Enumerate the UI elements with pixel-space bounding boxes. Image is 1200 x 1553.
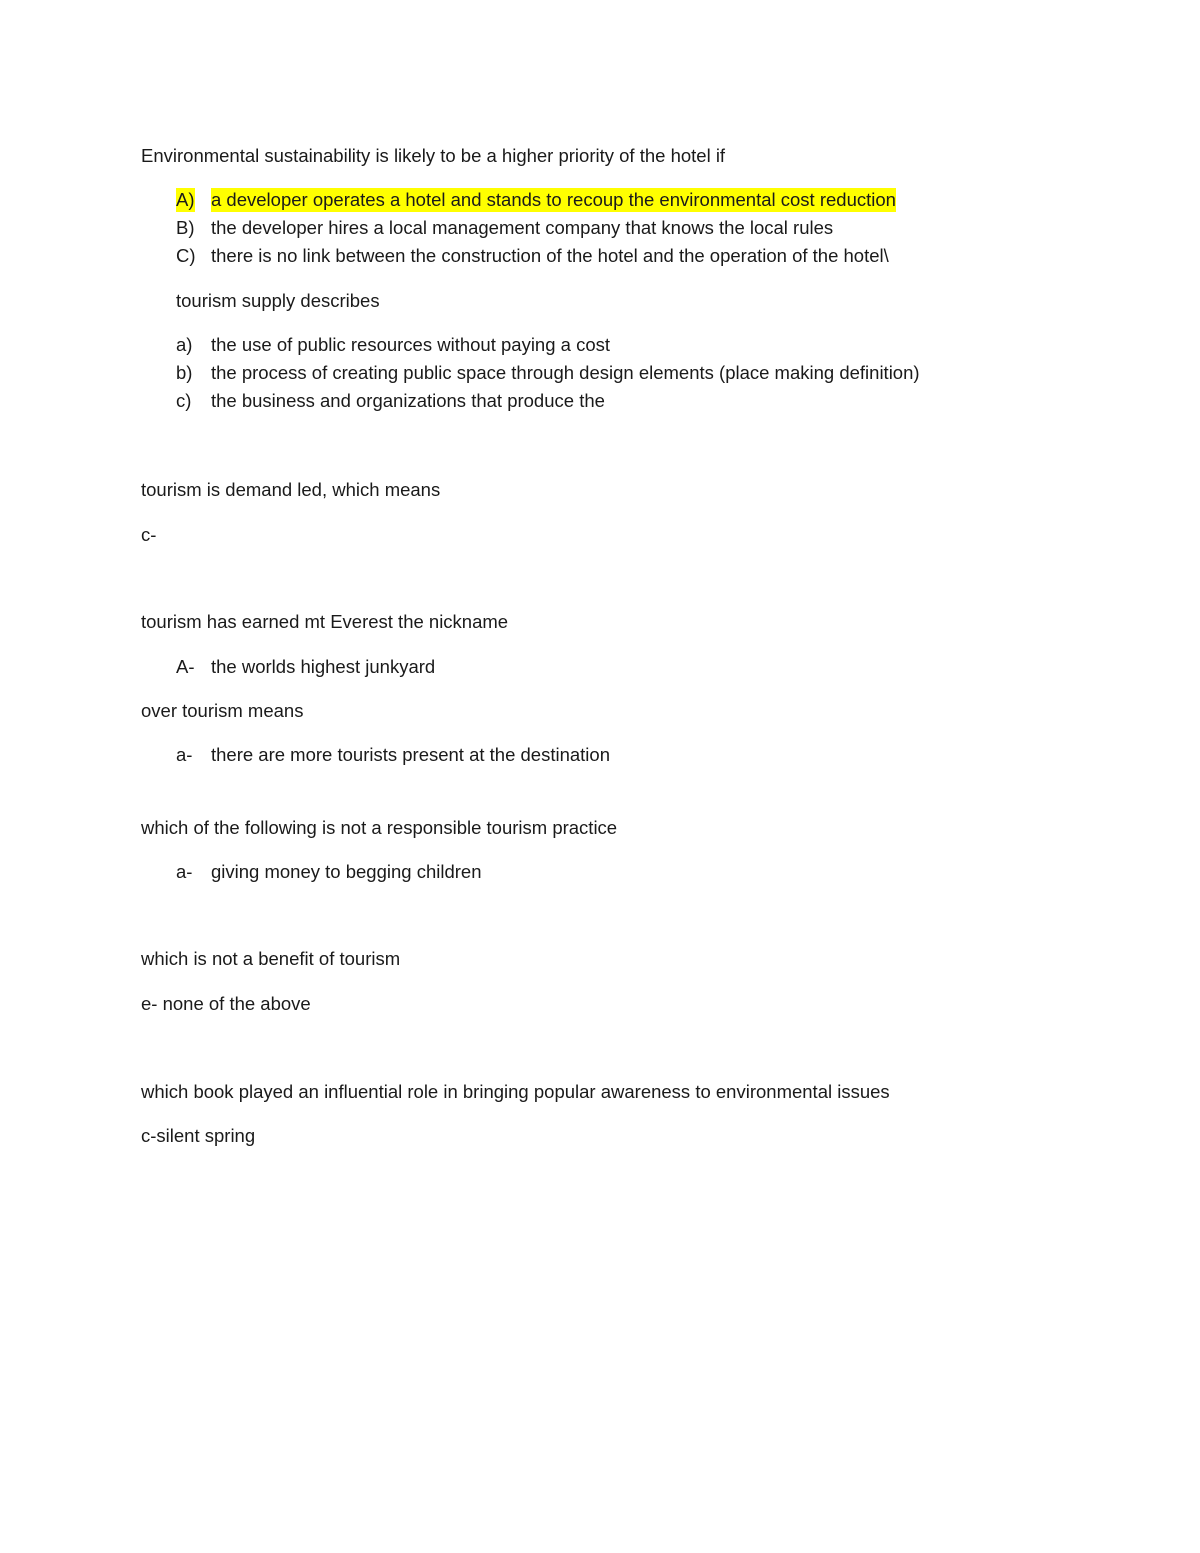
option-label: a- [176,744,193,765]
option-text: the worlds highest junkyard [211,656,436,677]
option-text: the process of creating public space through design elements (place making definition) [211,362,920,383]
question-3-text: tourism is demand led, which means [141,479,441,500]
option-text: there are more tourists present at the destination [211,744,610,765]
question-7-text: which is not a benefit of tourism [141,948,401,969]
option-text: there is no link between the construction of the hotel and the operation of the hotel\ [211,245,889,266]
option-label: B) [176,217,195,238]
question-5-text: over tourism means [141,700,304,721]
question-1-text: Environmental sustainability is likely to be a higher priority of the hotel if [141,145,726,166]
option-label: c) [176,390,192,411]
question-7-answer: e- none of the above [141,993,311,1014]
question-4-text: tourism has earned mt Everest the nickname [141,611,509,632]
option-text: the use of public resources without paying a cost [211,334,611,355]
question-8-answer: c-silent spring [141,1125,256,1146]
option-label: a- [176,861,193,882]
option-label: A- [176,656,195,677]
option-text: giving money to begging children [211,861,482,882]
option-text-highlighted: a developer operates a hotel and stands to recoup the environmental cost reduction [211,189,896,210]
option-label: a) [176,334,193,355]
question-6-text: which of the following is not a responsible tourism practice [141,817,618,838]
question-3-answer: c- [141,524,157,545]
option-label: b) [176,362,193,383]
option-text: the business and organizations that produce the [211,390,605,411]
question-8-text: which book played an influential role in bringing popular awareness to environmental issues [141,1081,890,1102]
option-label: A) [176,189,195,210]
option-text: the developer hires a local management company that knows the local rules [211,217,834,238]
option-label: C) [176,245,196,266]
question-2-text: tourism supply describes [176,290,380,311]
